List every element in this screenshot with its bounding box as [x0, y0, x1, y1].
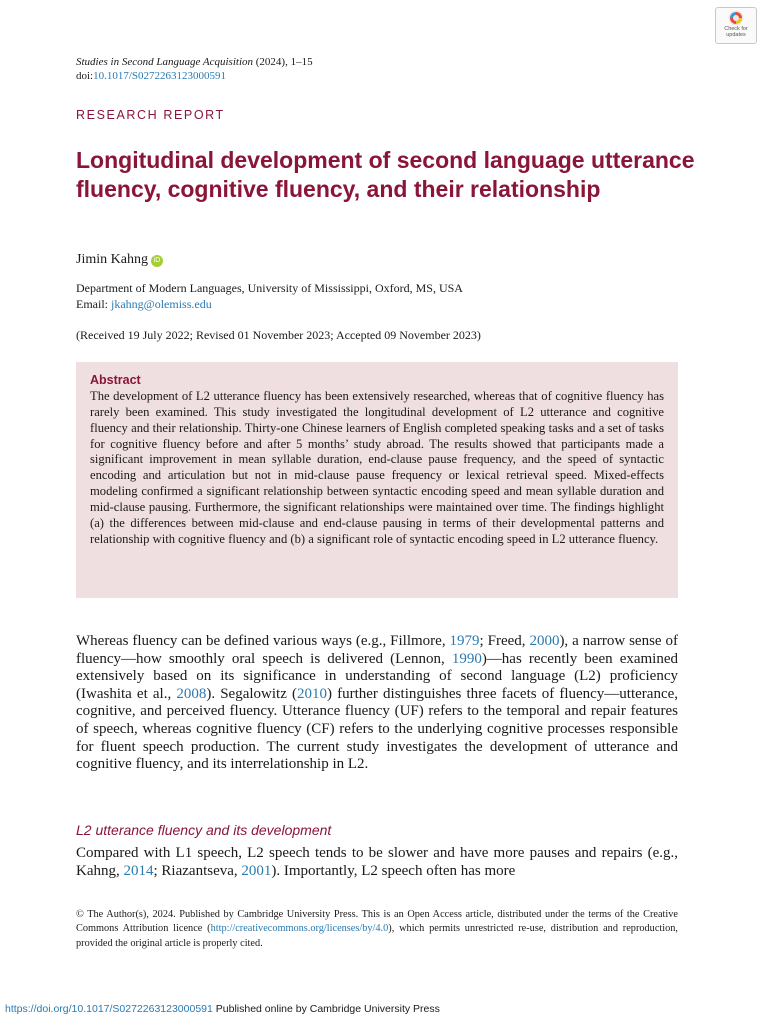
intro-text: ). Segalowitz (: [206, 685, 297, 702]
orcid-icon[interactable]: iD: [151, 255, 163, 267]
intro-text: )—has recently been examined extensively based on its significance in understanding of second language (L2) proficiency (Iwashita et al.,: [76, 650, 679, 702]
footer-text: Published online by Cambridge University Press: [212, 1003, 440, 1015]
intro-text: ) further distinguishes three facets of fluency—utterance, cognitive, and perceived fluency. Utterance fluency (UF) refers to the temporal and repair features of speech, whereas cognitive fluency (CF) refers to the underlying cognitive processes responsible for fluent speech production. The current study investigates the development of utterance and cognitive fluency, and its interrelationship in L2.: [76, 685, 679, 773]
abstract-heading: Abstract: [90, 373, 141, 387]
section-text: Compared with L1 speech, L2 speech tends to be slower and have more pauses and repairs (e.g., Kahng,: [76, 845, 678, 879]
affiliation: Department of Modern Languages, University of Mississippi, Oxford, MS, USA: [76, 281, 463, 295]
email-label: Email:: [76, 297, 111, 311]
license-notice: [76, 908, 678, 951]
citation-link[interactable]: 2008: [176, 685, 207, 702]
email-line: [76, 296, 212, 312]
author-name[interactable]: Jimin Kahng: [76, 252, 148, 267]
license-text: ), which permits unrestricted re-use, distribution and reproduction, provided the original article is properly cited.: [76, 923, 678, 949]
footer: [5, 1003, 440, 1016]
section-text: ; Riazantseva,: [153, 862, 242, 879]
intro-text: ; Freed,: [479, 633, 530, 649]
intro-text: Whereas fluency can be defined various ways (e.g., Fillmore,: [76, 633, 450, 649]
journal-meta: (2024), 1–15: [253, 56, 313, 68]
journal-citation: [76, 55, 313, 69]
article-type: RESEARCH REPORT: [76, 108, 225, 122]
abstract-text: The development of L2 utterance fluency has been extensively researched, whereas that of cognitive fluency has rarely been examined. This study investigated the longitudinal development of L2 utterance and cognitive fluency and their relationship. Thirty-one Chinese learners of English completed speaking tasks and a set of tasks for cognitive fluency before and after 5 months’ study abroad. The results showed that participants made a significant improvement in mean syllable duration, end-clause pause frequency, and the speed of syntactic encoding and articulation but not in mid-clause pause frequency or lexical retrieval speed. Mixed-effects modeling confirmed a significant relationship between syntactic encoding speed and mean syllable duration and mid-clause pausing. Furthermore, the significant relationships were maintained over time. The findings highlight (a) the differences between mid-clause and end-clause pausing in terms of their developmental patterns and relationship with cognitive fluency and (b) a significant role of syntactic encoding speed in L2 utterance fluency.: [90, 389, 664, 546]
license-text: © The Author(s), 2024. Published by Cambridge University Press. This is an Open Access article, distributed under the terms of the Creative Commons Attribution licence (: [76, 909, 678, 935]
section-text: ). Importantly, L2 speech often has more: [271, 862, 516, 879]
crossmark-icon: [728, 10, 744, 26]
author-line: [76, 251, 163, 269]
citation-link[interactable]: 2000: [529, 633, 560, 649]
intro-paragraph: [76, 633, 678, 774]
doi-line: [76, 69, 226, 83]
citation-link[interactable]: 2001: [241, 862, 272, 879]
article-title: Longitudinal development of second language utterance fluency, cognitive fluency, and their relationship: [76, 147, 695, 202]
intro-text: ), a narrow sense of fluency—how smoothly oral speech is delivered (Lennon,: [76, 633, 678, 667]
section-paragraph: [76, 845, 678, 880]
crossmark-label: Check for updates: [724, 26, 748, 38]
email-link[interactable]: jkahng@olemiss.edu: [111, 297, 212, 311]
doi-link[interactable]: 10.1017/S0272263123000591: [93, 70, 227, 82]
citation-link[interactable]: 1979: [449, 633, 480, 649]
received-dates: (Received 19 July 2022; Revised 01 November 2023; Accepted 09 November 2023): [76, 328, 481, 342]
abstract-box: [76, 362, 678, 598]
section-heading: L2 utterance fluency and its development: [76, 822, 332, 838]
footer-doi-link[interactable]: https://doi.org/10.1017/S0272263123000591: [5, 1003, 213, 1015]
doi-prefix: doi:: [76, 70, 94, 82]
journal-name: Studies in Second Language Acquisition: [76, 56, 254, 68]
citation-link[interactable]: 1990: [451, 650, 482, 667]
citation-link[interactable]: 2010: [296, 685, 327, 702]
citation-link[interactable]: 2014: [123, 862, 154, 879]
license-link[interactable]: http://creativecommons.org/licenses/by/4.0: [210, 923, 389, 935]
crossmark-badge[interactable]: [715, 7, 757, 44]
